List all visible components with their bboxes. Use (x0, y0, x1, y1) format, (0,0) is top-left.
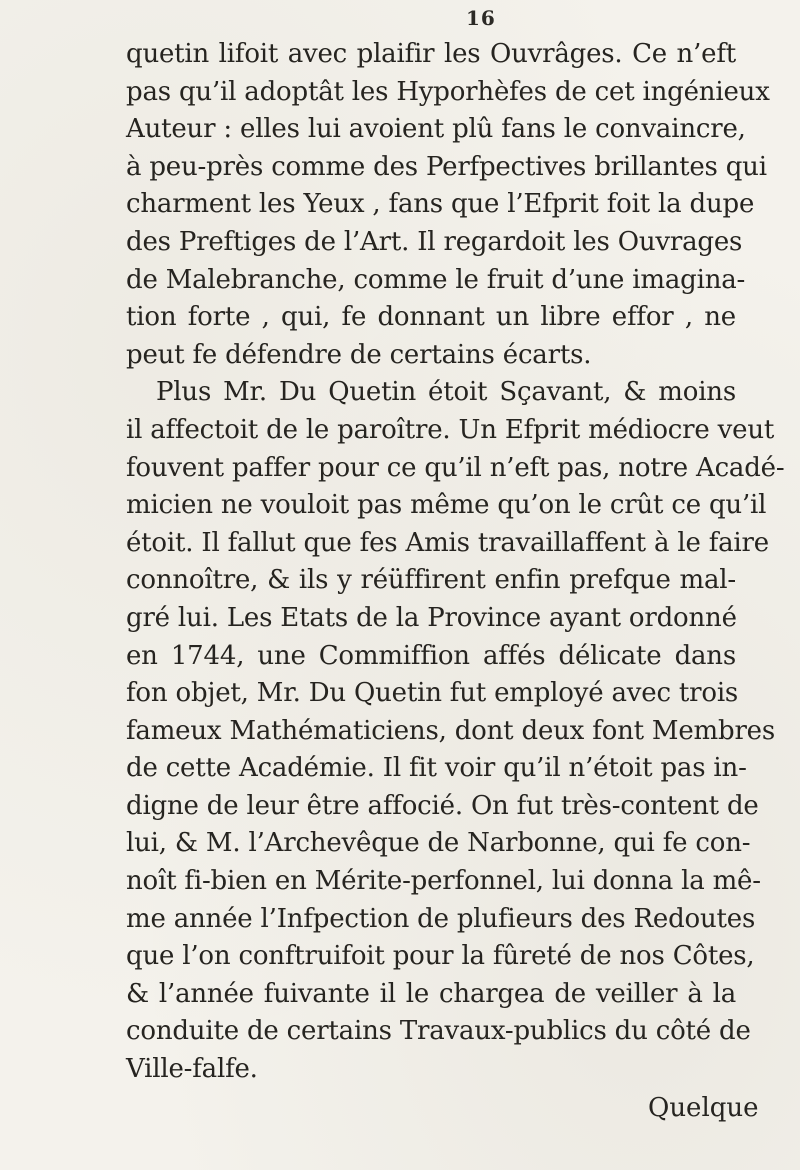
text-line: connoître, & ils y réüffirent enfin prefque mal- (126, 565, 736, 596)
text-line: fouvent paffer pour ce qu’il n’eft pas, notre Acadé- (126, 452, 785, 483)
text-line: des Preftiges de l’Art. Il regardoit les Ouvrages (126, 226, 743, 257)
text-line: il affectoit de le paroître. Un Efprit médiocre veut (126, 414, 775, 445)
text-line: pas qu’il adoptât les Hyporhèfes de cet ingénieux (126, 76, 770, 107)
text-line: digne de leur être affocié. On fut très-content de (126, 790, 759, 821)
text-line: quetin lifoit avec plaifir les Ouvrâges. Ce n’eft (126, 39, 736, 69)
text-line: tion forte , qui, fe donnant un libre effor , ne (126, 302, 736, 333)
paragraph-start-line: Plus Mr. Du Quetin étoit Sçavant, & moins (156, 377, 736, 408)
text-line: de Malebranche, comme le fruit d’une imagina- (126, 264, 746, 295)
text-line: de cette Académie. Il fit voir qu’il n’étoit pas in- (126, 753, 747, 784)
paragraph-end-line: Ville-falfe. (126, 1054, 258, 1085)
text-line: à peu-près comme des Perfpectives brillantes qui (126, 151, 767, 182)
catchword: Quelque (648, 1093, 759, 1123)
text-line: micien ne vouloit pas même qu’on le crût ce qu’il (126, 490, 767, 521)
text-line: Auteur : elles lui avoient plû fans le convaincre, (126, 114, 746, 145)
text-line: conduite de certains Travaux-publics du côté de (126, 1016, 751, 1047)
page-number: 16 (466, 6, 496, 30)
text-line: fameux Mathématiciens, dont deux font Membres (126, 715, 775, 746)
paragraph-end-line: peut fe défendre de certains écarts. (126, 339, 592, 370)
text-line: charment les Yeux , fans que l’Efprit foit la dupe (126, 189, 755, 220)
text-line: me année l’Infpection de plufieurs des Redoutes (126, 903, 756, 934)
text-line: en 1744, une Commiffion affés délicate dans (126, 640, 736, 671)
text-line: que l’on conftruifoit pour la fûreté de nos Côtes, (126, 941, 755, 972)
text-line: gré lui. Les Etats de la Province ayant ordonné (126, 602, 737, 633)
text-line: lui, & M. l’Archevêque de Narbonne, qui fe con- (126, 828, 751, 859)
body-text (126, 36, 785, 1089)
text-line: fon objet, Mr. Du Quetin fut employé avec trois (126, 678, 739, 709)
text-line: étoit. Il fallut que fes Amis travaillaffent à le faire (126, 527, 769, 558)
text-line: noît fi-bien en Mérite-perfonnel, lui donna la mê- (126, 866, 761, 897)
text-line: & l’année fuivante il le chargea de veiller à la (126, 978, 736, 1009)
